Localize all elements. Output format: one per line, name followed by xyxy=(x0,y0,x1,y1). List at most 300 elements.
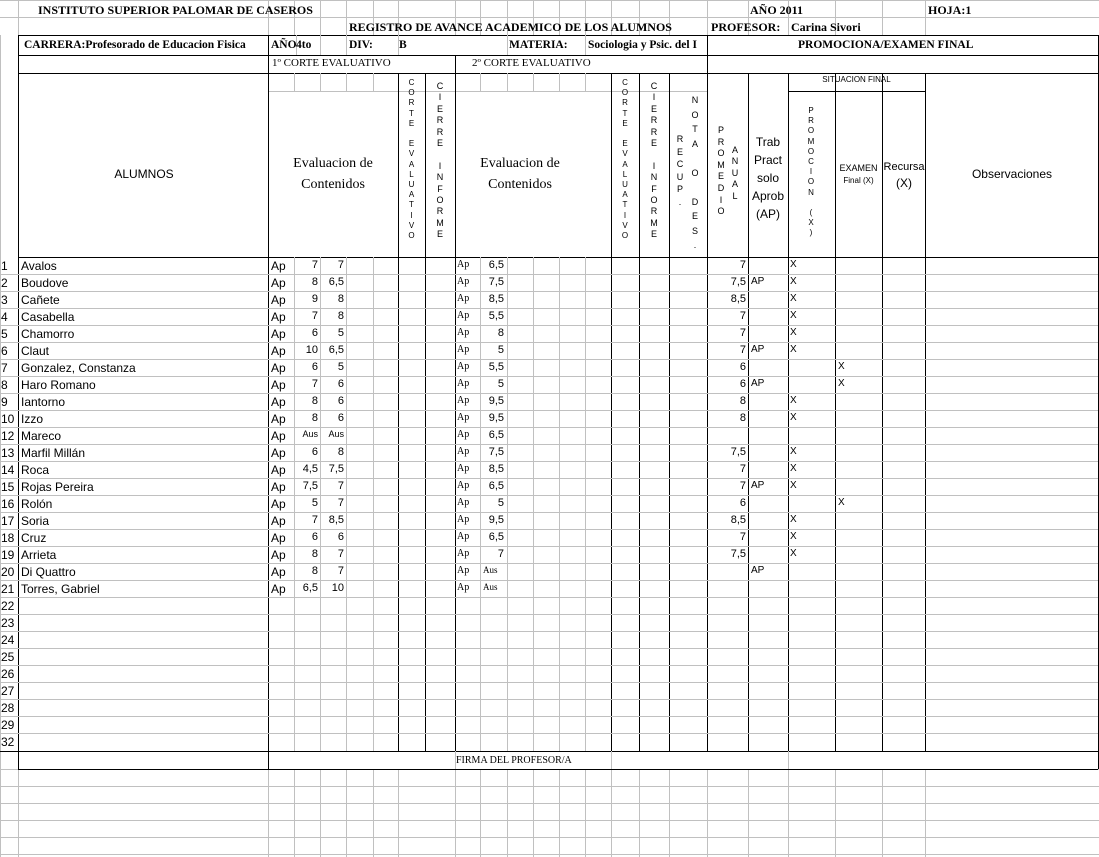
row-number: 23 xyxy=(1,616,15,630)
grid-line xyxy=(533,257,534,751)
row-number: 1 xyxy=(1,259,8,273)
trab-pract-line-1: Trab xyxy=(755,135,781,149)
student-name: Avalos xyxy=(21,259,57,273)
first-cut-grade-1: 4,5 xyxy=(302,463,318,475)
second-cut-grade-1: 9,5 xyxy=(488,395,504,407)
first-cut-grade-1: 8 xyxy=(311,565,318,577)
first-cut-grade-2: 6 xyxy=(337,378,344,390)
eval-contents-header-2b: Contenidos xyxy=(488,177,552,192)
first-cut-grade-2: 7 xyxy=(337,497,344,509)
first-cut-grade-1: 8 xyxy=(311,412,318,424)
annual-average: 7 xyxy=(739,259,746,271)
course-value: 4to xyxy=(296,39,312,51)
second-cut-grade-1: 5,5 xyxy=(488,310,504,322)
grid-line xyxy=(346,0,347,35)
annual-average: 7,5 xyxy=(730,276,746,288)
first-cut-header: 1º CORTE EVALUATIVO xyxy=(272,57,391,69)
grid-line xyxy=(788,91,925,92)
subject-value: Sociologia y Psic. del I xyxy=(588,39,697,51)
row-number: 12 xyxy=(1,429,15,443)
first-cut-status: Ap xyxy=(271,497,286,511)
grid-line xyxy=(320,73,321,91)
grid-line xyxy=(0,682,1098,683)
first-cut-grade-2: 8 xyxy=(337,446,344,458)
anual-header: A N U A L xyxy=(731,145,739,201)
grid-line xyxy=(18,55,1098,56)
second-cut-status: Ap xyxy=(457,497,470,508)
first-cut-grade-2: 8 xyxy=(337,310,344,322)
first-cut-grade-2: 7,5 xyxy=(328,463,344,475)
grid-line xyxy=(748,769,749,857)
first-cut-grade-1: 6 xyxy=(311,446,318,458)
grid-line xyxy=(533,73,534,91)
grid-line xyxy=(0,546,1098,547)
grid-line xyxy=(559,73,560,91)
institute-title: INSTITUTO SUPERIOR PALOMAR DE CASEROS xyxy=(38,3,313,17)
nota-des-header: N O T A O D E S . xyxy=(691,95,699,250)
row-number: 4 xyxy=(1,310,8,324)
second-cut-status: Ap xyxy=(457,259,470,270)
header-bottom-border xyxy=(18,257,1098,258)
first-cut-grade-1: 8 xyxy=(311,395,318,407)
annual-average: 7 xyxy=(739,327,746,339)
grid-line xyxy=(0,631,1098,632)
second-cut-grade-1: 5 xyxy=(497,378,504,390)
first-cut-status: Ap xyxy=(271,412,286,426)
first-cut-status: Ap xyxy=(271,429,286,443)
grid-line xyxy=(0,478,1098,479)
first-cut-grade-1: 8 xyxy=(311,276,318,288)
evaluation-mode: PROMOCIONA/EXAMEN FINAL xyxy=(798,39,974,51)
table-bottom-border xyxy=(18,751,1098,752)
annual-average: 7 xyxy=(739,531,746,543)
row-number: 19 xyxy=(1,548,15,562)
row-number: 26 xyxy=(1,667,15,681)
grid-line xyxy=(18,73,1098,74)
second-cut-grade-1: Aus xyxy=(483,565,498,575)
grid-line xyxy=(0,716,1098,717)
grid-line xyxy=(346,35,347,55)
row-number: 6 xyxy=(1,344,8,358)
first-cut-grade-1: 7 xyxy=(311,259,318,271)
row-number: 29 xyxy=(1,718,15,732)
row-number: 28 xyxy=(1,701,15,715)
student-name: Chamorro xyxy=(21,327,75,341)
grid-line xyxy=(0,291,1098,292)
trab-pract-line-3: solo xyxy=(756,171,779,185)
annual-average: 7 xyxy=(739,310,746,322)
grid-line xyxy=(611,769,612,857)
practical-work-approved: AP xyxy=(751,276,765,287)
first-cut-grade-2: 7 xyxy=(337,480,344,492)
recup-header: R E C U P . xyxy=(676,134,684,207)
signature-row-border xyxy=(18,769,1098,770)
grid-line xyxy=(0,274,1098,275)
row-number: 5 xyxy=(1,327,8,341)
grid-line xyxy=(0,803,1099,804)
grid-line xyxy=(925,769,926,857)
grid-line xyxy=(0,665,1098,666)
annual-average: 7,5 xyxy=(730,548,746,560)
corte-evaluativo-header-1: C O R T E E V A L U A T I V O xyxy=(408,78,415,241)
second-cut-status: Ap xyxy=(457,310,470,321)
grid-line xyxy=(320,0,321,35)
second-cut-status: Ap xyxy=(457,446,470,457)
grid-line xyxy=(0,325,1098,326)
career-label: CARRERA:Profesorado de Educacion Fisica xyxy=(24,39,246,51)
annual-average: 7,5 xyxy=(730,446,746,458)
grid-line xyxy=(882,769,883,857)
grid-line xyxy=(707,0,708,35)
observations-header: Observaciones xyxy=(971,167,1053,181)
second-cut-status: Ap xyxy=(457,344,470,355)
first-cut-grade-1: 6 xyxy=(311,531,318,543)
student-name: Cruz xyxy=(21,531,47,545)
first-cut-status: Ap xyxy=(271,378,286,392)
first-cut-grade-1: 8 xyxy=(311,548,318,560)
student-name: Rojas Pereira xyxy=(21,480,94,494)
grid-line xyxy=(0,427,1098,428)
grid-line xyxy=(0,854,1099,855)
row-number: 14 xyxy=(1,463,15,477)
student-name: Gonzalez, Constanza xyxy=(21,361,136,375)
first-cut-grade-1: 6 xyxy=(311,361,318,373)
first-cut-grade-1: 6,5 xyxy=(302,582,318,594)
grid-line xyxy=(0,699,1098,700)
grid-line xyxy=(0,308,1098,309)
annual-average: 6 xyxy=(739,497,746,509)
grid-line xyxy=(0,580,1098,581)
promotion-mark: X xyxy=(790,446,797,457)
grid-line xyxy=(507,769,508,857)
first-cut-grade-2: 6,5 xyxy=(328,276,344,288)
second-cut-grade-1: 5 xyxy=(497,344,504,356)
row-number: 8 xyxy=(1,378,8,392)
grid-line xyxy=(559,257,560,751)
row-number: 32 xyxy=(1,735,15,749)
second-cut-grade-1: 9,5 xyxy=(488,412,504,424)
year-label: AÑO 2011 xyxy=(750,3,804,17)
second-cut-status: Ap xyxy=(457,412,470,423)
first-cut-status: Ap xyxy=(271,446,286,460)
grid-line xyxy=(0,837,1099,838)
second-cut-status: Ap xyxy=(457,293,470,304)
grid-line xyxy=(0,461,1098,462)
first-cut-grade-1: 7 xyxy=(311,378,318,390)
grid-line xyxy=(639,769,640,857)
grid-line xyxy=(320,35,321,55)
second-cut-grade-1: 7,5 xyxy=(488,446,504,458)
first-cut-grade-2: 8,5 xyxy=(328,514,344,526)
first-cut-status: Ap xyxy=(271,531,286,545)
practical-work-approved: AP xyxy=(751,565,765,576)
promotion-mark: X xyxy=(790,463,797,474)
student-name: Cañete xyxy=(21,293,60,307)
grid-line xyxy=(611,751,612,769)
grid-line xyxy=(320,769,321,857)
row-number: 20 xyxy=(1,565,15,579)
student-name: Haro Romano xyxy=(21,378,96,392)
second-cut-status: Ap xyxy=(457,514,470,525)
row-number: 25 xyxy=(1,650,15,664)
final-exam-mark: X xyxy=(838,378,845,389)
annual-average: 8 xyxy=(739,412,746,424)
first-cut-status: Ap xyxy=(271,361,286,375)
first-cut-status: Ap xyxy=(271,310,286,324)
row-number: 21 xyxy=(1,582,15,596)
practical-work-approved: AP xyxy=(751,480,765,491)
first-cut-grade-2: 5 xyxy=(337,361,344,373)
first-cut-grade-2: 8 xyxy=(337,293,344,305)
first-cut-grade-1: Aus xyxy=(302,429,318,439)
annual-average: 8,5 xyxy=(730,514,746,526)
row-number: 17 xyxy=(1,514,15,528)
first-cut-grade-2: 5 xyxy=(337,327,344,339)
grid-line xyxy=(0,512,1098,513)
second-cut-grade-1: 7,5 xyxy=(488,276,504,288)
second-cut-status: Ap xyxy=(457,531,470,542)
promotion-mark: X xyxy=(790,276,797,287)
annual-average: 8,5 xyxy=(730,293,746,305)
row-number: 16 xyxy=(1,497,15,511)
second-cut-status: Ap xyxy=(457,378,470,389)
second-cut-grade-1: 8 xyxy=(497,327,504,339)
promotion-mark: X xyxy=(790,259,797,270)
grid-line xyxy=(533,769,534,857)
grid-line xyxy=(559,769,560,857)
trab-pract-line-4: Aprob xyxy=(751,189,785,203)
first-cut-grade-1: 5 xyxy=(311,497,318,509)
first-cut-grade-2: 6 xyxy=(337,395,344,407)
second-cut-grade-1: 9,5 xyxy=(488,514,504,526)
second-cut-status: Ap xyxy=(457,548,470,559)
first-cut-status: Ap xyxy=(271,276,286,290)
first-cut-grade-2: 10 xyxy=(331,582,344,594)
trab-pract-header xyxy=(748,133,788,223)
first-cut-status: Ap xyxy=(271,463,286,477)
student-name: Claut xyxy=(21,344,50,358)
row-number: 22 xyxy=(1,599,15,613)
practical-work-approved: AP xyxy=(751,344,765,355)
row-number: 27 xyxy=(1,684,15,698)
grid-line xyxy=(788,73,789,751)
grid-line xyxy=(268,35,269,55)
first-cut-grade-1: 7,5 xyxy=(302,480,318,492)
grid-line xyxy=(507,73,508,91)
annual-average: 7 xyxy=(739,344,746,356)
exam-header-1: EXAMEN xyxy=(839,163,878,173)
promedio-header: P R O M E D I O xyxy=(717,125,725,217)
grid-line xyxy=(346,769,347,857)
grid-line xyxy=(0,342,1098,343)
first-cut-status: Ap xyxy=(271,548,286,562)
first-cut-status: Ap xyxy=(271,395,286,409)
second-cut-grade-1: 6,5 xyxy=(488,259,504,271)
student-name: Mareco xyxy=(21,429,62,443)
annual-average: 7 xyxy=(739,480,746,492)
grid-line xyxy=(373,73,374,91)
students-header: ALUMNOS xyxy=(114,167,174,181)
promotion-header: P R O M O C I O N ( X ) xyxy=(807,106,815,238)
first-cut-status: Ap xyxy=(271,327,286,341)
grid-line xyxy=(925,0,926,35)
trab-pract-line-2: Pract xyxy=(753,153,782,167)
annual-average: 6 xyxy=(739,378,746,390)
student-name: Iantorno xyxy=(21,395,66,409)
student-name: Di Quattro xyxy=(21,565,76,579)
first-cut-grade-2: 7 xyxy=(337,565,344,577)
final-exam-mark: X xyxy=(838,497,845,508)
sheet-number: HOJA:1 xyxy=(928,3,972,17)
grid-line xyxy=(18,0,19,35)
first-cut-status: Ap xyxy=(271,565,286,579)
teacher-signature-label: FIRMA DEL PROFESOR/A xyxy=(456,755,572,766)
grid-line xyxy=(788,769,789,857)
grid-line xyxy=(0,529,1098,530)
first-cut-grade-1: 10 xyxy=(305,344,318,356)
grid-line xyxy=(373,257,374,751)
course-label: AÑO xyxy=(271,39,297,51)
second-cut-status: Ap xyxy=(457,565,470,576)
second-cut-status: Ap xyxy=(457,463,470,474)
eval-contents-header-2a: Evaluacion de xyxy=(480,156,560,171)
grid-line xyxy=(669,769,670,857)
first-cut-status: Ap xyxy=(271,344,286,358)
grid-line xyxy=(0,0,1099,1)
grid-line xyxy=(373,769,374,857)
second-cut-status: Ap xyxy=(457,327,470,338)
grid-line xyxy=(0,614,1098,615)
student-name: Casabella xyxy=(21,310,75,324)
second-cut-grade-1: 6,5 xyxy=(488,429,504,441)
recursa-header-1: Recursa xyxy=(883,161,925,173)
exam-header-2: Final (X) xyxy=(843,176,874,185)
student-name: Torres, Gabriel xyxy=(21,582,100,596)
grid-line xyxy=(0,733,1098,734)
teacher-label: PROFESOR: xyxy=(711,20,781,34)
grid-line xyxy=(585,257,586,751)
promotion-mark: X xyxy=(790,395,797,406)
row-number: 18 xyxy=(1,531,15,545)
grid-line xyxy=(346,257,347,751)
student-name: Roca xyxy=(21,463,50,477)
row-number: 9 xyxy=(1,395,8,409)
student-name: Boudove xyxy=(21,276,69,290)
row-number: 3 xyxy=(1,293,8,307)
grid-line xyxy=(835,73,836,751)
second-cut-grade-1: 5 xyxy=(497,497,504,509)
first-cut-status: Ap xyxy=(271,480,286,494)
first-cut-grade-1: 6 xyxy=(311,327,318,339)
student-name: Izzo xyxy=(21,412,44,426)
row-number: 24 xyxy=(1,633,15,647)
first-cut-grade-1: 7 xyxy=(311,514,318,526)
first-cut-grade-2: 6,5 xyxy=(328,344,344,356)
first-cut-status: Ap xyxy=(271,259,286,273)
second-cut-status: Ap xyxy=(457,582,470,593)
grid-line xyxy=(0,563,1098,564)
grid-line xyxy=(585,73,586,91)
grid-line xyxy=(707,35,708,55)
eval-contents-header-1a: Evaluacion de xyxy=(293,156,373,171)
table-top-border xyxy=(18,35,1098,36)
second-cut-status: Ap xyxy=(457,276,470,287)
promotion-mark: X xyxy=(790,480,797,491)
annual-average: 7 xyxy=(739,463,746,475)
second-cut-grade-1: 8,5 xyxy=(488,463,504,475)
row-number: 13 xyxy=(1,446,15,460)
eval-contents-header-1b: Contenidos xyxy=(301,177,365,192)
grid-line xyxy=(0,495,1098,496)
first-cut-grade-2: 7 xyxy=(337,548,344,560)
promotion-mark: X xyxy=(790,531,797,542)
student-name: Marfil Millán xyxy=(21,446,86,460)
division-label: DIV: xyxy=(349,39,373,51)
final-situation-header: SITUACION FINAL xyxy=(822,75,891,84)
grid-line xyxy=(0,393,1098,394)
recursa-header-2: (X) xyxy=(896,176,912,190)
student-name: Arrieta xyxy=(21,548,57,562)
promotion-mark: X xyxy=(790,412,797,423)
grid-line xyxy=(507,257,508,751)
grid-line xyxy=(585,769,586,857)
grid-line xyxy=(507,35,508,55)
second-cut-header: 2º CORTE EVALUATIVO xyxy=(472,57,591,69)
teacher-name: Carina Sivori xyxy=(791,20,861,34)
table-left-border xyxy=(18,35,19,769)
first-cut-status: Ap xyxy=(271,514,286,528)
second-cut-status: Ap xyxy=(457,429,470,440)
grid-line xyxy=(268,769,269,857)
student-name: Soria xyxy=(21,514,50,528)
second-cut-status: Ap xyxy=(457,361,470,372)
grid-line xyxy=(882,0,883,35)
annual-average: 6 xyxy=(739,361,746,373)
second-cut-status: Ap xyxy=(457,395,470,406)
grid-line xyxy=(0,444,1098,445)
trab-pract-line-5: (AP) xyxy=(756,207,780,221)
grid-line xyxy=(0,376,1098,377)
first-cut-status: Ap xyxy=(271,293,286,307)
final-exam-mark: X xyxy=(838,361,845,372)
grid-line xyxy=(882,73,883,751)
grid-line xyxy=(480,769,481,857)
row-number: 10 xyxy=(1,412,15,426)
first-cut-grade-1: 9 xyxy=(311,293,318,305)
second-cut-grade-1: 5,5 xyxy=(488,361,504,373)
grid-line xyxy=(835,769,836,857)
cierre-informe-header-2: C I E R R E I N F O R M E xyxy=(650,81,658,240)
grid-line xyxy=(0,751,18,752)
grid-line xyxy=(0,410,1098,411)
second-cut-grade-1: Aus xyxy=(483,582,498,592)
grid-line xyxy=(480,73,481,91)
grid-line xyxy=(455,769,456,857)
second-cut-grade-1: 8,5 xyxy=(488,293,504,305)
grid-line xyxy=(18,769,19,857)
grid-line xyxy=(788,751,789,769)
second-cut-grade-1: 6,5 xyxy=(488,531,504,543)
second-cut-status: Ap xyxy=(457,480,470,491)
grid-line xyxy=(0,648,1098,649)
grid-line xyxy=(398,769,399,857)
second-cut-grade-1: 7 xyxy=(497,548,504,560)
grid-line xyxy=(0,597,1098,598)
division-value: B xyxy=(399,39,407,51)
grid-line xyxy=(294,769,295,857)
corte-evaluativo-header-2: C O R T E E V A L U A T I V O xyxy=(621,78,629,241)
promotion-mark: X xyxy=(790,344,797,355)
